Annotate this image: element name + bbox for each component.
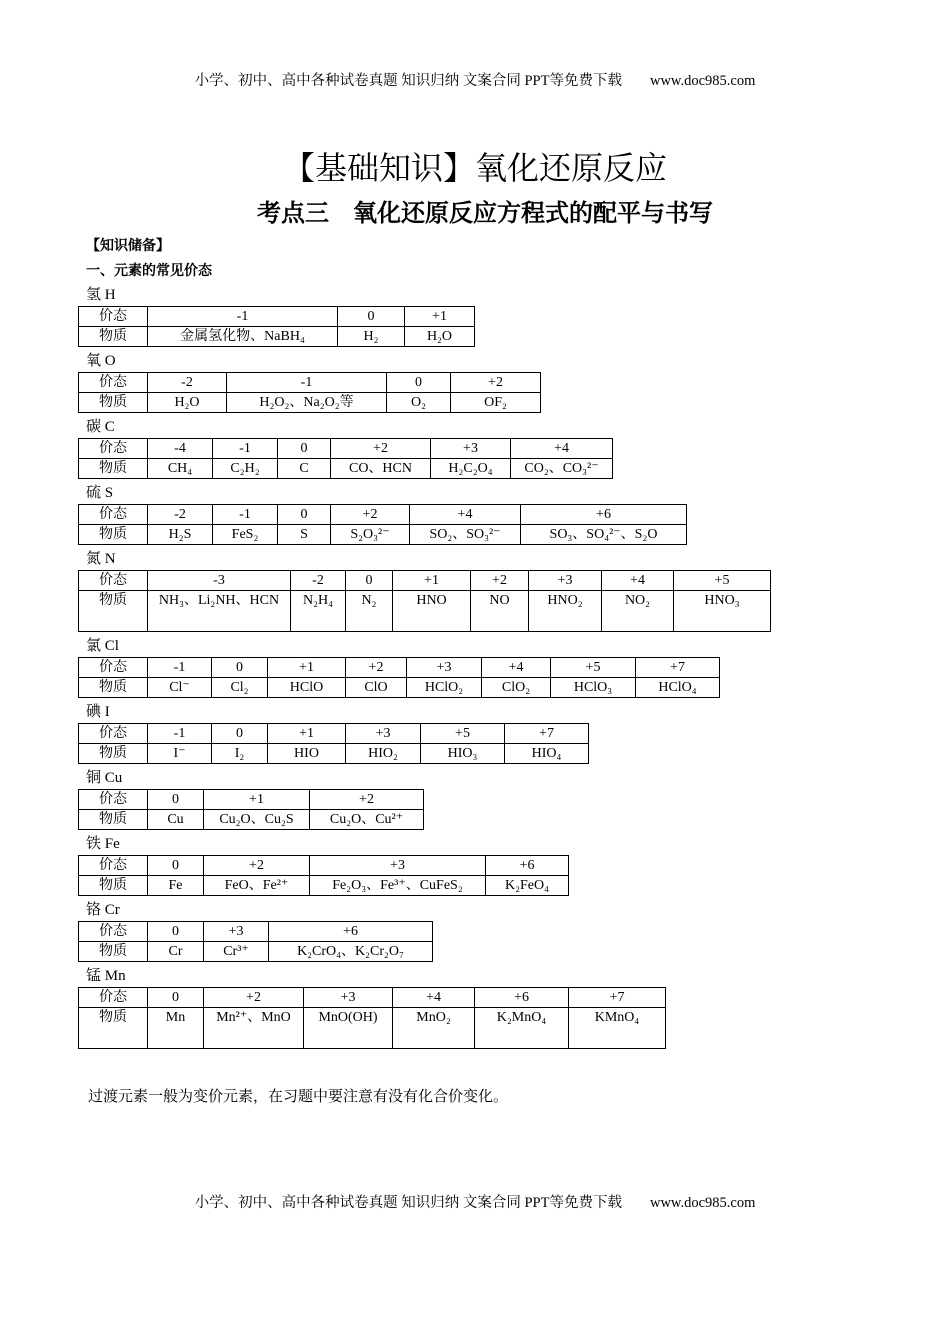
valence-cell: +1 — [204, 790, 310, 810]
substance-cell: N₂H₄ — [291, 591, 346, 632]
valence-table — [78, 438, 613, 479]
substance-cell: HIO — [268, 744, 346, 764]
substance-cell: H₂O — [405, 327, 475, 347]
valence-cell: 0 — [212, 658, 268, 678]
substance-cell: MnO₂ — [393, 1008, 475, 1049]
valence-cell: +3 — [310, 856, 486, 876]
valence-cell: +4 — [393, 988, 475, 1008]
valence-cell: +1 — [268, 724, 346, 744]
substance-row-label: 物质 — [79, 678, 148, 698]
substance-cell: SO₂、SO₃²⁻ — [410, 525, 521, 545]
valence-row-label: 价态 — [79, 373, 148, 393]
valence-cell: -4 — [148, 439, 213, 459]
valence-cell: +1 — [393, 571, 471, 591]
valence-cell: 0 — [338, 307, 405, 327]
substance-cell: OF₂ — [451, 393, 541, 413]
substance-cell: K₂MnO₄ — [475, 1008, 569, 1049]
valence-cell: +4 — [410, 505, 521, 525]
substance-cell: ClO — [346, 678, 407, 698]
valence-cell: -1 — [148, 658, 212, 678]
substance-cell: H₂O — [148, 393, 227, 413]
valence-cell: -1 — [148, 724, 212, 744]
substance-cell: ClO₂ — [482, 678, 551, 698]
substance-row — [79, 525, 687, 545]
valence-cell: 0 — [148, 922, 204, 942]
substance-cell: Mn²⁺、MnO — [204, 1008, 304, 1049]
substance-row-label: 物质 — [79, 1008, 148, 1049]
element-label: 氧 O — [86, 353, 116, 369]
substance-cell: N₂ — [346, 591, 393, 632]
valence-table — [78, 855, 569, 896]
valence-table — [78, 570, 771, 632]
valence-cell: 0 — [148, 856, 204, 876]
valence-row — [79, 571, 771, 591]
substance-cell: S₂O₃²⁻ — [331, 525, 410, 545]
substance-row — [79, 678, 720, 698]
footer-site: www.doc985.com — [649, 1195, 756, 1211]
valence-table — [78, 987, 666, 1049]
element-label: 碘 I — [86, 704, 110, 720]
substance-cell: HClO — [268, 678, 346, 698]
substance-cell: Mn — [148, 1008, 204, 1049]
substance-cell: HClO₂ — [407, 678, 482, 698]
substance-cell: Fe₂O₃、Fe³⁺、CuFeS₂ — [310, 876, 486, 896]
valence-cell: +2 — [331, 505, 410, 525]
valence-row-label: 价态 — [79, 439, 148, 459]
valence-cell: +7 — [636, 658, 720, 678]
substance-row — [79, 327, 475, 347]
substance-cell: C — [278, 459, 331, 479]
valence-cell: +5 — [674, 571, 771, 591]
valence-cell: +2 — [331, 439, 431, 459]
substance-row-label: 物质 — [79, 876, 148, 896]
substance-row-label: 物质 — [79, 810, 148, 830]
valence-cell: +2 — [204, 988, 304, 1008]
substance-cell: Cu — [148, 810, 204, 830]
substance-row-label: 物质 — [79, 744, 148, 764]
footer-text: 小学、初中、高中各种试卷真题 知识归纳 文案合同 PPT等免费下载 — [194, 1195, 622, 1211]
element-label: 铜 Cu — [86, 770, 123, 786]
header-text: 小学、初中、高中各种试卷真题 知识归纳 文案合同 PPT等免费下载 — [194, 73, 622, 89]
valence-row-label: 价态 — [79, 505, 148, 525]
header-site: www.doc985.com — [649, 73, 756, 89]
valence-cell: +3 — [304, 988, 393, 1008]
substance-cell: Cr — [148, 942, 204, 962]
valence-row — [79, 505, 687, 525]
valence-cell: 0 — [278, 439, 331, 459]
substance-row — [79, 459, 613, 479]
substance-cell: Cr³⁺ — [204, 942, 269, 962]
valence-row — [79, 988, 666, 1008]
substance-cell: NO₂ — [602, 591, 674, 632]
substance-cell: H₂S — [148, 525, 213, 545]
valence-row-label: 价态 — [79, 724, 148, 744]
valence-cell: +2 — [346, 658, 407, 678]
valence-table — [78, 921, 433, 962]
valence-table — [78, 372, 541, 413]
valence-row-label: 价态 — [79, 658, 148, 678]
valence-row — [79, 790, 424, 810]
substance-cell: CH₄ — [148, 459, 213, 479]
valence-row — [79, 439, 613, 459]
substance-cell: HNO — [393, 591, 471, 632]
valence-cell: +6 — [521, 505, 687, 525]
substance-cell: CO、HCN — [331, 459, 431, 479]
section-heading: 一、元素的常见价态 — [86, 263, 212, 279]
valence-cell: 0 — [148, 988, 204, 1008]
substance-cell: Cl₂ — [212, 678, 268, 698]
valence-cell: -2 — [148, 373, 227, 393]
substance-cell: KMnO₄ — [569, 1008, 666, 1049]
substance-cell: FeO、Fe²⁺ — [204, 876, 310, 896]
substance-row — [79, 942, 433, 962]
substance-cell: FeS₂ — [213, 525, 278, 545]
valence-cell: +7 — [505, 724, 589, 744]
valence-cell: +6 — [269, 922, 433, 942]
element-label: 硫 S — [86, 485, 114, 501]
element-label: 氯 Cl — [86, 638, 119, 654]
valence-cell: +3 — [529, 571, 602, 591]
valence-cell: -1 — [148, 307, 338, 327]
valence-cell: -2 — [148, 505, 213, 525]
valence-tables — [78, 284, 771, 1052]
substance-cell: O₂ — [387, 393, 451, 413]
valence-row-label: 价态 — [79, 922, 148, 942]
substance-cell: C₂H₂ — [213, 459, 278, 479]
valence-row-label: 价态 — [79, 307, 148, 327]
valence-table — [78, 504, 687, 545]
substance-cell: I⁻ — [148, 744, 212, 764]
valence-cell: +4 — [602, 571, 674, 591]
substance-cell: H₂ — [338, 327, 405, 347]
valence-cell: +1 — [405, 307, 475, 327]
valence-cell: +3 — [346, 724, 421, 744]
substance-cell: H₂O₂、Na₂O₂等 — [227, 393, 387, 413]
valence-row — [79, 922, 433, 942]
valence-row — [79, 856, 569, 876]
valence-row — [79, 658, 720, 678]
valence-cell: 0 — [346, 571, 393, 591]
valence-cell: 0 — [148, 790, 204, 810]
element-label: 碳 C — [86, 419, 115, 435]
valence-cell: +7 — [569, 988, 666, 1008]
valence-cell: -2 — [291, 571, 346, 591]
page-footer — [0, 1191, 950, 1212]
valence-cell: +5 — [551, 658, 636, 678]
valence-cell: -1 — [213, 505, 278, 525]
substance-cell: H₂C₂O₄ — [431, 459, 511, 479]
substance-cell: HIO₂ — [346, 744, 421, 764]
page-subtitle: 考点三 氧化还原反应方程式的配平与书写 — [257, 199, 713, 227]
substance-cell: SO₃、SO₄²⁻、S₂O — [521, 525, 687, 545]
valence-cell: +2 — [451, 373, 541, 393]
valence-cell: -3 — [148, 571, 291, 591]
substance-row — [79, 1008, 666, 1049]
valence-cell: 0 — [387, 373, 451, 393]
substance-row-label: 物质 — [79, 393, 148, 413]
substance-cell: MnO(OH) — [304, 1008, 393, 1049]
substance-cell: HNO₂ — [529, 591, 602, 632]
section-label: 【知识储备】 — [86, 238, 170, 254]
valence-cell: -1 — [213, 439, 278, 459]
substance-cell: HNO₃ — [674, 591, 771, 632]
valence-cell: +5 — [421, 724, 505, 744]
substance-cell: HClO₃ — [551, 678, 636, 698]
substance-row-label: 物质 — [79, 327, 148, 347]
valence-table — [78, 657, 720, 698]
substance-cell: NO — [471, 591, 529, 632]
substance-cell: K₂FeO₄ — [486, 876, 569, 896]
substance-row-label: 物质 — [79, 591, 148, 632]
substance-row-label: 物质 — [79, 459, 148, 479]
valence-row — [79, 724, 589, 744]
valence-cell: +2 — [310, 790, 424, 810]
substance-cell: NH₃、Li₂NH、HCN — [148, 591, 291, 632]
valence-cell: +2 — [471, 571, 529, 591]
page-header — [0, 69, 950, 90]
substance-cell: Cu₂O、Cu₂S — [204, 810, 310, 830]
substance-row — [79, 591, 771, 632]
note-text: 过渡元素一般为变价元素，在习题中要注意有没有化合价变化。 — [88, 1089, 509, 1105]
valence-cell: +1 — [268, 658, 346, 678]
substance-row — [79, 876, 569, 896]
substance-cell: HIO₄ — [505, 744, 589, 764]
valence-row — [79, 307, 475, 327]
substance-cell: HClO₄ — [636, 678, 720, 698]
substance-cell: Cl⁻ — [148, 678, 212, 698]
element-label: 锰 Mn — [86, 968, 126, 984]
element-label: 氮 N — [86, 551, 116, 567]
valence-table — [78, 723, 589, 764]
valence-cell: +4 — [511, 439, 613, 459]
valence-cell: +3 — [407, 658, 482, 678]
substance-cell: K₂CrO₄、K₂Cr₂O₇ — [269, 942, 433, 962]
valence-cell: +3 — [431, 439, 511, 459]
valence-cell: +3 — [204, 922, 269, 942]
page-title: 【基础知识】氧化还原反应 — [282, 149, 667, 187]
substance-row — [79, 744, 589, 764]
valence-row-label: 价态 — [79, 988, 148, 1008]
substance-row — [79, 810, 424, 830]
valence-cell: +4 — [482, 658, 551, 678]
element-label: 铬 Cr — [86, 902, 120, 918]
valence-cell: 0 — [278, 505, 331, 525]
element-label: 铁 Fe — [86, 836, 120, 852]
substance-cell: S — [278, 525, 331, 545]
substance-row-label: 物质 — [79, 942, 148, 962]
substance-row-label: 物质 — [79, 525, 148, 545]
substance-cell: I₂ — [212, 744, 268, 764]
valence-table — [78, 306, 475, 347]
substance-cell: HIO₃ — [421, 744, 505, 764]
valence-row-label: 价态 — [79, 856, 148, 876]
valence-row-label: 价态 — [79, 571, 148, 591]
valence-cell: +6 — [475, 988, 569, 1008]
valence-cell: +6 — [486, 856, 569, 876]
valence-cell: +2 — [204, 856, 310, 876]
substance-row — [79, 393, 541, 413]
substance-cell: CO₂、CO₃²⁻ — [511, 459, 613, 479]
element-label: 氢 H — [86, 287, 116, 303]
valence-table — [78, 789, 424, 830]
substance-cell: 金属氢化物、NaBH₄ — [148, 327, 338, 347]
valence-row — [79, 373, 541, 393]
valence-cell: 0 — [212, 724, 268, 744]
substance-cell: Fe — [148, 876, 204, 896]
valence-row-label: 价态 — [79, 790, 148, 810]
valence-cell: -1 — [227, 373, 387, 393]
substance-cell: Cu₂O、Cu²⁺ — [310, 810, 424, 830]
